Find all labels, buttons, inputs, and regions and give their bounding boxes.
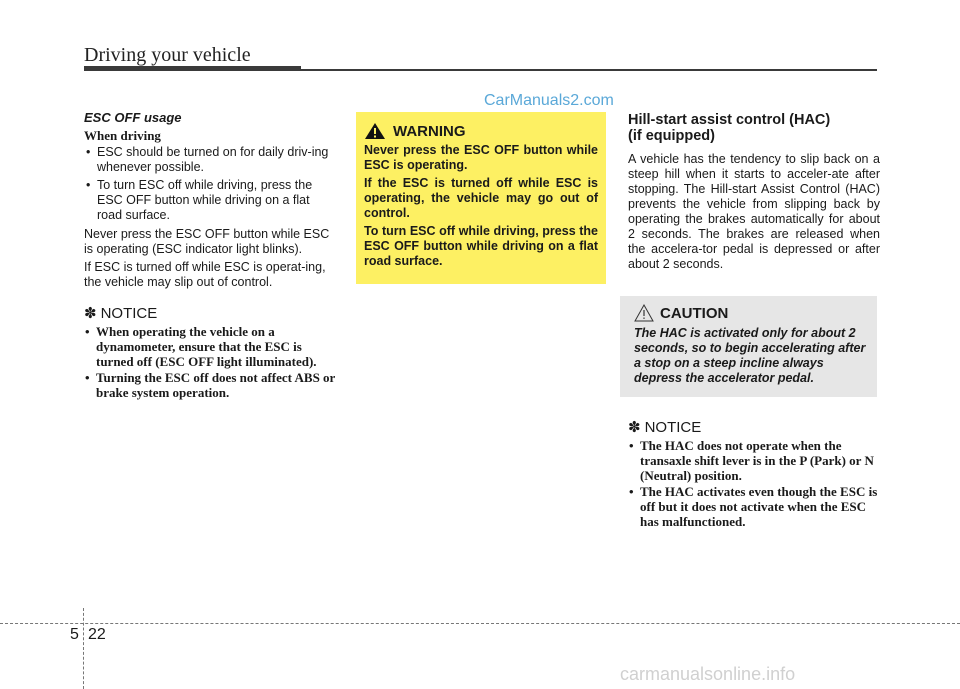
watermark-top: CarManuals2.com bbox=[484, 92, 614, 109]
when-driving-subheading: When driving bbox=[84, 128, 161, 143]
esc-paragraph-2: If ESC is turned off while ESC is operat-ing, the vehicle may slip out of control. bbox=[84, 260, 326, 289]
list-item: • Turning the ESC off does not affect ABS or brake system operation. bbox=[84, 370, 336, 400]
warning-paragraph-2: If the ESC is turned off while ESC is operating, the vehicle may go out of control. bbox=[364, 176, 598, 220]
notice-heading-left bbox=[84, 306, 336, 321]
hac-heading-line-2: (if equipped) bbox=[628, 128, 715, 144]
warning-triangle-icon bbox=[364, 122, 386, 140]
warning-box bbox=[356, 112, 606, 284]
hac-heading bbox=[628, 112, 880, 144]
page-number: 22 bbox=[88, 626, 106, 643]
warning-paragraph-1: Never press the ESC OFF button while ESC is operating. bbox=[364, 143, 598, 172]
caution-title: CAUTION bbox=[660, 304, 729, 322]
left-column bbox=[84, 110, 336, 401]
esc-paragraph-1: Never press the ESC OFF button while ESC is operating (ESC indicator light blinks). bbox=[84, 227, 330, 256]
notice-list-right bbox=[628, 438, 880, 529]
list-item: • The HAC does not operate when the transaxle shift lever is in the P (Park) or N (Neutral) position. bbox=[628, 438, 880, 483]
caution-box bbox=[620, 296, 877, 397]
asterisk-icon: ✽ bbox=[84, 305, 97, 322]
caution-body: The HAC is activated only for about 2 seconds, so to begin accelerating after a stop on a steep incline always depress the accelerator pedal. bbox=[634, 326, 866, 385]
caution-header bbox=[634, 304, 869, 322]
notice-list-left bbox=[84, 324, 336, 400]
notice-title: NOTICE bbox=[100, 305, 158, 322]
watermark-bottom: carmanualsonline.info bbox=[620, 664, 796, 684]
esc-bullet-list bbox=[84, 145, 336, 223]
hac-heading-line-1: Hill-start assist control (HAC) bbox=[628, 112, 831, 128]
notice-heading-right bbox=[628, 420, 880, 435]
asterisk-icon: ✽ bbox=[628, 419, 641, 436]
right-notice-section bbox=[628, 404, 880, 530]
header-bar bbox=[84, 66, 301, 71]
list-item: • ESC should be turned on for daily driv-ing whenever possible. bbox=[84, 145, 336, 175]
header-rule bbox=[301, 69, 877, 71]
notice-title: NOTICE bbox=[644, 419, 702, 436]
chapter-number: 5 bbox=[70, 626, 79, 643]
footer-vertical-rule bbox=[83, 608, 84, 689]
warning-title: WARNING bbox=[393, 122, 466, 140]
warning-paragraph-3: To turn ESC off while driving, press the ESC OFF button while driving on a flat road surface. bbox=[364, 224, 598, 268]
list-item: • The HAC activates even though the ESC is off but it does not activate when the ESC has malfunctioned. bbox=[628, 484, 880, 529]
esc-off-usage-heading: ESC OFF usage bbox=[84, 110, 182, 125]
hac-description: A vehicle has the tendency to slip back on a steep hill when it starts to acceler-ate after stopping. The Hill-start Assist Control (HAC) prevents the vehicle from slipping back by operating the brakes automatically for about 2 seconds. The brakes are released when the accelera-tor pedal is depressed or after about 2 seconds. bbox=[628, 152, 880, 271]
warning-header bbox=[364, 122, 598, 140]
caution-triangle-icon bbox=[634, 304, 654, 322]
right-column bbox=[628, 112, 880, 272]
list-item: • When operating the vehicle on a dynamometer, ensure that the ESC is turned off (ESC OFF light illuminated). bbox=[84, 324, 336, 369]
page-header-title: Driving your vehicle bbox=[84, 44, 251, 66]
footer-rule bbox=[0, 623, 960, 624]
list-item: • To turn ESC off while driving, press the ESC OFF button while driving on a flat road surface. bbox=[84, 178, 336, 223]
